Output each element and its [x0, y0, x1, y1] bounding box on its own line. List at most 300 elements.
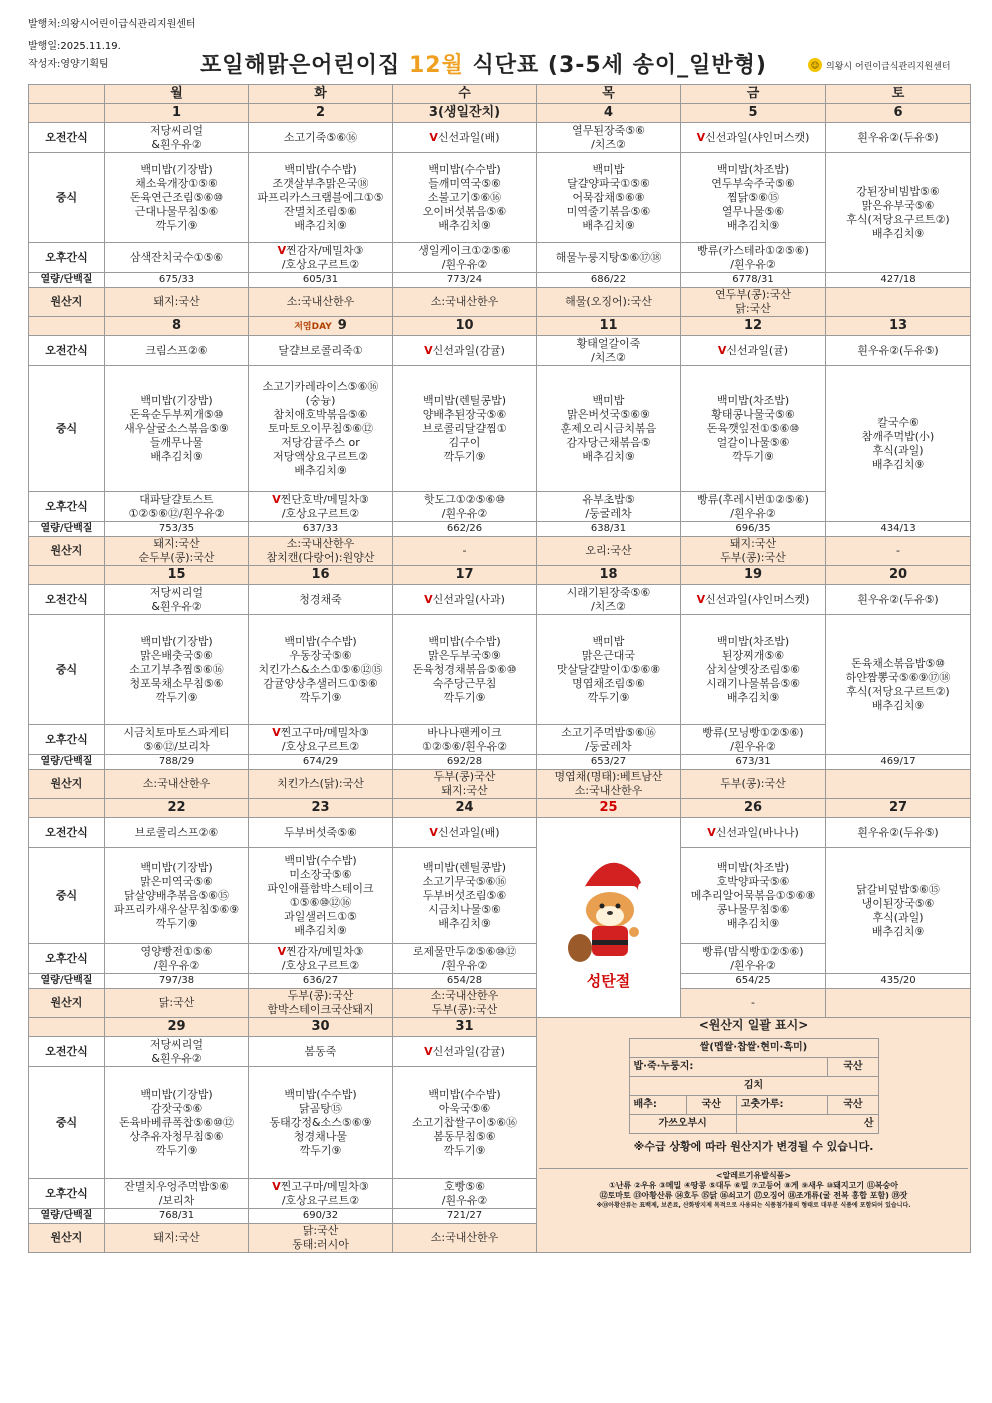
menu-cell-pm	[681, 492, 826, 522]
menu-cell-lunch	[681, 615, 826, 725]
menu-cell-am-text: 크림스프②⑥	[145, 343, 208, 357]
date-cell	[393, 317, 537, 336]
row-label-lunch: 중식	[29, 366, 105, 492]
menu-cell-pm-text: 시금치토마토스파게티 ⑤⑥⑫/보리차	[123, 725, 230, 753]
menu-cell-orig	[105, 288, 249, 317]
menu-cell-am-text: V신선과일(귤)	[717, 343, 789, 357]
menu-cell-lunch-text: 강된장비빔밥⑤⑥ 맑은유부국⑤⑥ 후식(저당요구르트②) 배추김치⑨	[846, 184, 950, 240]
menu-cell-orig	[681, 288, 826, 317]
menu-cell-pm	[249, 1179, 393, 1209]
menu-cell-lunch-text: 백미밥(렌틸콩밥) 소고기무국⑤⑥⑯ 두부버섯조림⑤⑥ 시금치나물⑤⑥ 배추김치⑨	[422, 860, 507, 930]
row-cal	[29, 522, 971, 537]
menu-cell-cal	[249, 522, 393, 537]
menu-cell-am-text: 브로콜리스프②⑥	[134, 825, 219, 839]
menu-cell-pm-text: 유부초밥⑤ /둥굴레차	[582, 492, 635, 520]
row-label-cal: 열량/단백질	[29, 273, 105, 288]
menu-cell-am	[681, 818, 826, 848]
fresh-marker: V	[272, 492, 281, 506]
menu-cell-lunch-text: 백미밥(차조밥) 된장찌개⑤⑥ 삼치살옛장조림⑤⑥ 시래기나물볶음⑤⑥ 배추김치⑨	[705, 634, 801, 704]
menu-cell-cal-text: 605/31	[302, 274, 339, 285]
menu-cell-lunch-text: 소고기카레라이스⑤⑥⑯ (숭늉) 참치애호박볶음⑤⑥ 토마토오이무침⑤⑥⑫ 저당감귤주스 or 저당액상요구르트② 배추김치⑨	[262, 379, 379, 477]
date-text: 20	[888, 567, 908, 582]
menu-cell-orig	[105, 1224, 249, 1253]
header-corner	[29, 85, 105, 104]
menu-cell-cal-text: 753/35	[158, 523, 195, 534]
date-cell	[105, 566, 249, 585]
row-label-pm: 오후간식	[29, 944, 105, 974]
menu-cell-cal	[249, 1209, 393, 1224]
menu-cell-pm-text: 생일케이크①②⑤⑥ /흰우유②	[418, 243, 511, 271]
menu-cell-pm	[249, 243, 393, 273]
row-cal	[29, 273, 971, 288]
menu-cell-pm	[249, 725, 393, 755]
menu-cell-orig-text: 돼지:국산 순두부(콩):국산	[138, 537, 215, 564]
santa-squirrel-icon	[564, 848, 654, 968]
menu-cell-am-text: V신선과일(바나나)	[707, 825, 799, 839]
fresh-marker: V	[424, 592, 433, 606]
menu-cell-orig-text: 두부(콩):국산	[720, 777, 786, 790]
menu-cell-orig-text: 소:국내산한우	[286, 295, 355, 308]
menu-cell-orig-text: 돼지:국산 두부(콩):국산	[720, 537, 786, 564]
menu-cell-pm-text: V찐고구마/메밀차③ /호상요구르트②	[272, 1179, 369, 1207]
date-row	[29, 104, 971, 123]
menu-cell-orig-text: -	[896, 544, 900, 557]
menu-cell-orig	[826, 288, 971, 317]
row-label-am: 오전간식	[29, 1037, 105, 1067]
date-corner	[29, 1018, 105, 1037]
date-text: 17	[455, 567, 474, 582]
menu-cell-cal-text: 690/32	[302, 1210, 339, 1221]
menu-cell-lunch	[393, 848, 537, 944]
menu-cell-orig	[249, 770, 393, 799]
cabbage-label: 배추:	[629, 1096, 686, 1115]
date-text: 13	[888, 318, 908, 333]
menu-cell-pm	[393, 944, 537, 974]
menu-cell-am-text: 저당씨리얼 &흰우유②	[149, 123, 204, 151]
menu-cell-am	[249, 818, 393, 848]
menu-cell-lunch	[249, 153, 393, 243]
bonito-value: 산	[736, 1115, 878, 1134]
menu-cell-am-text: 흰우유②(두유⑤)	[857, 825, 939, 839]
menu-cell-cal-text: 788/29	[158, 756, 195, 767]
date-text: 23	[311, 800, 330, 815]
fresh-marker: V	[277, 944, 287, 958]
menu-cell-cal-text: 721/27	[446, 1210, 483, 1221]
date-cell	[681, 566, 826, 585]
weekday-header-row	[29, 85, 971, 104]
menu-cell-pm-text: 해물누룽지탕⑤⑥⑰⑱	[555, 250, 662, 264]
menu-cell-cal	[393, 522, 537, 537]
menu-cell-cal-text: 686/22	[590, 274, 627, 285]
menu-cell-am	[681, 585, 826, 615]
menu-cell-cal	[105, 755, 249, 770]
menu-cell-pm-text: 삼색잔치국수①⑤⑥	[129, 250, 224, 264]
weekday-header: 목	[537, 85, 681, 104]
smiley-icon: ☺	[808, 58, 822, 72]
origin-change-note: ※수급 상황에 따라 원산지가 변경될 수 있습니다.	[633, 1140, 874, 1153]
menu-cell-orig	[393, 288, 537, 317]
fresh-marker: V	[424, 343, 433, 357]
menu-cell-pm	[105, 944, 249, 974]
date-text: 22	[167, 800, 186, 815]
menu-cell-lunch	[393, 1067, 537, 1179]
weekday-header: 금	[681, 85, 826, 104]
menu-cell-orig	[681, 537, 826, 566]
date-text: 15	[167, 567, 186, 582]
menu-cell-pm	[249, 492, 393, 522]
menu-cell-am-text: 황태얼갈이죽 /치즈②	[576, 336, 641, 364]
pepper-label: 고춧가루:	[736, 1096, 827, 1115]
fresh-marker: V	[272, 1179, 281, 1193]
date-corner	[29, 104, 105, 123]
row-label-pm: 오후간식	[29, 725, 105, 755]
menu-cell-lunch	[393, 366, 537, 492]
fresh-marker: V	[424, 1044, 433, 1058]
menu-cell-am-text: 흰우유②(두유⑤)	[857, 343, 939, 357]
allergy-note: ※⑬아황산류는 표백제, 보존료, 산화방지제 목적으로 사용되는 식품첨가물의 형태로 대부분 식품에 포함되어 있습니다.	[596, 1202, 911, 1209]
menu-cell-am	[826, 818, 971, 848]
menu-cell-orig	[537, 537, 681, 566]
menu-cell-cal	[826, 974, 971, 989]
menu-cell-pm	[105, 725, 249, 755]
menu-cell-orig	[826, 537, 971, 566]
menu-cell-pm-text: V찐감자/메밀차③ /호상요구르트②	[277, 243, 364, 271]
menu-cell-cal	[826, 273, 971, 288]
date-text: 19	[743, 567, 763, 582]
menu-cell-lunch	[826, 153, 971, 273]
fresh-marker: V	[272, 725, 281, 739]
weekday-header: 토	[826, 85, 971, 104]
menu-cell-cal	[537, 755, 681, 770]
row-label-am: 오전간식	[29, 123, 105, 153]
menu-cell-orig-text: -	[751, 996, 755, 1009]
menu-cell-lunch-text: 백미밥(수수밥) 조갯살부추맑은국⑱ 파프리카스크램블에그①⑤ 잔멸치조림⑤⑥ 배추김치⑨	[257, 162, 384, 232]
menu-cell-pm-text: 빵류(모닝빵①②⑤⑥) /흰우유②	[702, 725, 804, 753]
row-label-cal: 열량/단백질	[29, 755, 105, 770]
menu-cell-cal	[393, 755, 537, 770]
menu-cell-am-text: V신선과일(배)	[429, 130, 500, 144]
date-cell	[826, 799, 971, 818]
publisher-text: 발행처:의왕시어린이급식관리지원센터	[28, 19, 196, 30]
menu-cell-pm-text: 빵류(후레시번①②⑤⑥) /흰우유②	[697, 492, 809, 520]
row-orig	[29, 537, 971, 566]
menu-cell-am-text: V신선과일(샤인머스캣)	[696, 130, 810, 144]
menu-cell-orig	[393, 770, 537, 799]
date-cell	[393, 799, 537, 818]
menu-cell-pm-text: 영양빵전①⑤⑥ /흰우유②	[140, 944, 213, 972]
date-text: 3(생일잔치)	[428, 105, 501, 120]
row-orig	[29, 770, 971, 799]
menu-cell-orig-text: 연두부(콩):국산 닭:국산	[714, 288, 792, 315]
menu-cell-am-text: V신선과일(감귤)	[424, 1044, 505, 1058]
menu-cell-lunch-text: 닭갈비덮밥⑤⑥⑮ 냉이된장국⑤⑥ 후식(과일) 배추김치⑨	[856, 882, 940, 938]
date-cell	[105, 799, 249, 818]
row-am	[29, 336, 971, 366]
menu-cell-orig	[393, 537, 537, 566]
menu-cell-cal	[393, 1209, 537, 1224]
menu-cell-lunch	[826, 848, 971, 974]
date-cell	[826, 104, 971, 123]
menu-cell-am	[681, 336, 826, 366]
menu-cell-orig-text: 두부(콩):국산 함박스테이크국산돼지	[267, 989, 374, 1016]
weekday-header: 수	[393, 85, 537, 104]
date-text: 12	[743, 318, 763, 333]
menu-cell-orig	[249, 1224, 393, 1253]
menu-cell-am	[537, 336, 681, 366]
menu-cell-am	[393, 585, 537, 615]
menu-cell-lunch-text: 백미밥(렌틸콩밥) 양배추된장국⑤⑥ 브로콜리달걀찜① 김구이 깍두기⑨	[422, 393, 507, 463]
fresh-marker: V	[429, 825, 438, 839]
menu-cell-lunch-text: 백미밥(기장밥) 돈육순두부찌개⑤⑩ 새우살굴소스볶음⑤⑨ 들깨무나물 배추김치⑨	[124, 393, 229, 463]
menu-cell-cal	[681, 273, 826, 288]
menu-cell-lunch	[105, 848, 249, 944]
menu-cell-pm-text: V찐단호박/메밀차③ /호상요구르트②	[272, 492, 369, 520]
menu-cell-pm	[249, 944, 393, 974]
menu-cell-cal-text: 797/38	[158, 975, 195, 986]
menu-cell-pm-text: 빵류(카스테라①②⑤⑥) /흰우유②	[697, 243, 809, 271]
menu-cell-orig	[249, 989, 393, 1018]
date-text: 10	[455, 318, 474, 333]
menu-cell-lunch	[393, 153, 537, 243]
row-lunch	[29, 848, 971, 944]
menu-cell-orig	[393, 1224, 537, 1253]
date-row	[29, 317, 971, 336]
row-label-pm: 오후간식	[29, 492, 105, 522]
menu-cell-lunch-text: 백미밥 달걀양파국①⑤⑥ 어묵잡채⑤⑥⑧ 미역줄기볶음⑤⑥ 배추김치⑨	[566, 162, 651, 232]
date-text: 27	[888, 800, 908, 815]
menu-cell-orig-text: 치킨가스(닭):국산	[277, 777, 364, 790]
menu-cell-pm	[537, 243, 681, 273]
date-text: 29	[167, 1019, 186, 1034]
menu-cell-cal	[393, 273, 537, 288]
row-label-orig: 원산지	[29, 989, 105, 1018]
menu-cell-am	[105, 336, 249, 366]
date-text: 18	[599, 567, 618, 582]
date-cell	[249, 566, 393, 585]
row-label-cal: 열량/단백질	[29, 522, 105, 537]
menu-cell-am-text: V신선과일(샤인머스켓)	[696, 592, 810, 606]
menu-cell-orig	[249, 537, 393, 566]
menu-cell-cal-text: 673/31	[735, 756, 771, 767]
menu-cell-am	[681, 123, 826, 153]
date-text: 24	[455, 800, 474, 815]
date-text: 9	[337, 317, 347, 333]
menu-cell-lunch-text: 백미밥(수수밥) 닭곰탕⑮ 동태강정&소스⑤⑥⑨ 청경채나물 깍두기⑨	[269, 1087, 372, 1157]
menu-cell-cal-text: 773/24	[446, 274, 483, 285]
menu-cell-lunch	[105, 366, 249, 492]
menu-cell-orig	[249, 288, 393, 317]
menu-cell-lunch	[826, 615, 971, 755]
row-lunch	[29, 153, 971, 243]
row-lunch	[29, 366, 971, 492]
menu-cell-orig-text: 돼지:국산	[153, 1231, 200, 1244]
rice-header: 쌀(멥쌀·찹쌀·현미·흑미)	[629, 1039, 878, 1058]
menu-cell-cal-text: 674/29	[302, 756, 339, 767]
menu-cell-am-text: 흰우유②(두유⑤)	[857, 592, 939, 606]
date-text: 2	[315, 105, 326, 120]
row-am	[29, 123, 971, 153]
menu-cell-orig-text: 소:국내산한우 참치캔(다랑어):원양산	[266, 537, 375, 564]
weekday-header: 월	[105, 85, 249, 104]
low-salt-day-badge: 저염DAY	[294, 321, 332, 332]
menu-cell-orig-text: 닭:국산	[158, 996, 195, 1009]
menu-cell-am-text: V신선과일(배)	[429, 825, 500, 839]
fresh-marker: V	[277, 243, 287, 257]
menu-table	[28, 84, 971, 1253]
menu-cell-orig	[826, 770, 971, 799]
menu-cell-lunch-text: 칼국수⑥ 참깨주먹밥(小) 후식(과일) 배추김치⑨	[861, 415, 935, 471]
origin-allergy-panel	[537, 1018, 971, 1253]
pepper-value: 국산	[828, 1096, 878, 1115]
menu-cell-cal	[105, 522, 249, 537]
date-cell	[537, 317, 681, 336]
menu-cell-am	[249, 1037, 393, 1067]
date-text: 11	[599, 318, 618, 333]
row-label-lunch: 중식	[29, 848, 105, 944]
row-cal	[29, 755, 971, 770]
menu-cell-lunch	[681, 153, 826, 243]
fresh-marker: V	[429, 130, 438, 144]
menu-cell-lunch-text: 백미밥(수수밥) 맑은두부국⑤⑨ 돈육청경채볶음⑤⑥⑩ 숙주당근무침 깍두기⑨	[412, 634, 517, 704]
menu-cell-orig-text: 닭:국산 동태:러시아	[292, 1224, 349, 1251]
row-label-lunch: 중식	[29, 615, 105, 725]
menu-cell-lunch-text: 백미밥(수수밥) 우동장국⑤⑥ 치킨가스&소스①⑤⑥⑫⑮ 감귤양상추샐러드①⑤⑥ 깍두기⑨	[258, 634, 383, 704]
date-row	[29, 566, 971, 585]
date-row	[29, 799, 971, 818]
menu-cell-am-text: 봄동죽	[304, 1044, 337, 1058]
menu-cell-cal-text: 662/26	[446, 523, 483, 534]
menu-cell-cal	[537, 273, 681, 288]
menu-cell-pm-text: 소고기주먹밥⑤⑥⑯ /둥굴레차	[561, 725, 656, 753]
center-logo	[808, 58, 951, 72]
menu-cell-am	[393, 336, 537, 366]
menu-cell-lunch-text: 백미밥(기장밥) 감잣국⑤⑥ 돈육바베큐폭찹⑤⑥⑩⑫ 상추유자청무침⑤⑥ 깍두기⑨	[119, 1087, 234, 1157]
date-cell	[537, 566, 681, 585]
date-cell	[249, 1018, 393, 1037]
menu-cell-orig-text: 해물(오징어):국산	[565, 295, 652, 308]
menu-cell-pm-text: V찐고구마/메밀차③ /호상요구르트②	[272, 725, 369, 753]
menu-cell-cal-text: 696/35	[735, 523, 771, 534]
menu-cell-am-text: V신선과일(사과)	[424, 592, 505, 606]
allergy-line: ⑫토마토 ⑬아황산류 ⑭호두 ⑮닭 ⑯쇠고기 ⑰오징어 ⑱조개류(굴 전복 홍합 포함) ⑲잣	[599, 1191, 908, 1200]
menu-cell-am-text: V신선과일(감귤)	[424, 343, 505, 357]
menu-cell-orig-text: 돼지:국산	[153, 295, 200, 308]
menu-cell-orig	[681, 770, 826, 799]
row-am	[29, 585, 971, 615]
row-label-am: 오전간식	[29, 336, 105, 366]
menu-cell-orig-text: 소:국내산한우	[430, 1231, 499, 1244]
menu-cell-lunch	[249, 615, 393, 725]
date-cell	[681, 799, 826, 818]
menu-cell-pm	[681, 944, 826, 974]
menu-cell-cal-text: 636/27	[302, 975, 339, 986]
menu-cell-pm	[537, 492, 681, 522]
menu-cell-orig-text: 오리:국산	[585, 544, 632, 557]
menu-cell-pm	[537, 725, 681, 755]
menu-cell-pm	[393, 1179, 537, 1209]
menu-cell-pm-text: 로제물만두②⑤⑥⑩⑫ /흰우유②	[412, 944, 517, 972]
menu-cell-cal-text: 654/28	[446, 975, 483, 986]
menu-cell-cal	[826, 522, 971, 537]
menu-cell-lunch	[249, 848, 393, 944]
menu-cell-orig-text: 명엽채(명태):베트남산 소:국내산한우	[554, 770, 663, 797]
menu-cell-lunch-text: 돈육채소볶음밥⑤⑩ 하얀짬뽕국⑤⑥⑨⑰⑱ 후식(저당요구르트②) 배추김치⑨	[845, 656, 951, 712]
menu-cell-lunch	[105, 153, 249, 243]
menu-cell-lunch	[537, 366, 681, 492]
menu-cell-orig-text: 소:국내산한우	[142, 777, 211, 790]
row-label-orig: 원산지	[29, 288, 105, 317]
menu-cell-lunch	[393, 615, 537, 725]
date-cell	[681, 104, 826, 123]
menu-cell-am	[826, 585, 971, 615]
row-lunch	[29, 615, 971, 725]
menu-cell-lunch	[105, 615, 249, 725]
menu-cell-am-text: 흰우유②(두유⑤)	[857, 130, 939, 144]
date-cell	[537, 799, 681, 818]
title-month: 12월	[408, 53, 464, 78]
date-cell	[105, 317, 249, 336]
fresh-marker: V	[696, 130, 706, 144]
menu-cell-cal	[105, 273, 249, 288]
menu-cell-orig-text: -	[462, 544, 467, 557]
menu-cell-pm	[393, 725, 537, 755]
empty-cell	[826, 989, 971, 1018]
menu-cell-lunch	[537, 153, 681, 243]
menu-cell-orig	[537, 288, 681, 317]
menu-cell-lunch-text: 백미밥(수수밥) 아욱국⑤⑥ 소고기찹쌀구이⑤⑥⑯ 봄동무침⑤⑥ 깍두기⑨	[411, 1087, 518, 1157]
date-text: 1	[171, 105, 182, 120]
row-orig	[29, 288, 971, 317]
menu-cell-cal	[105, 1209, 249, 1224]
menu-cell-cal-text: 692/28	[446, 756, 483, 767]
kimchi-header: 김치	[629, 1077, 878, 1096]
date-text: 26	[743, 800, 763, 815]
menu-cell-lunch-text: 백미밥(기장밥) 맑은배춧국⑤⑥ 소고기부추찜⑤⑥⑯ 청포묵채소무침⑤⑥ 깍두기⑨	[129, 634, 224, 704]
menu-cell-pm-text: 대파달걀토스트 ①②⑤⑥⑫/흰우유②	[128, 492, 225, 520]
menu-cell-am-text: 저당씨리얼 &흰우유②	[149, 585, 204, 613]
menu-cell-orig-text: 소:국내산한우 두부(콩):국산	[430, 989, 499, 1016]
menu-cell-pm-text: V찐감자/메밀차③ /호상요구르트②	[277, 944, 364, 972]
date-corner	[29, 799, 105, 818]
menu-cell-cal-text: 675/33	[158, 274, 195, 285]
menu-cell-cal	[681, 755, 826, 770]
menu-cell-cal-text: 638/31	[590, 523, 627, 534]
cabbage-value: 국산	[686, 1096, 736, 1115]
christmas-cell	[537, 818, 681, 1018]
bonito-label: 가쓰오부시	[629, 1115, 736, 1134]
menu-cell-am-text: 저당씨리얼 &흰우유②	[149, 1037, 204, 1065]
menu-cell-lunch-text: 백미밥(기장밥) 맑은미역국⑤⑥ 닭살양배추볶음⑤⑥⑮ 파프리카새우살무침⑤⑥⑨ 깍두기⑨	[113, 860, 240, 930]
menu-cell-pm	[105, 492, 249, 522]
date-cell	[249, 104, 393, 123]
menu-cell-pm	[681, 243, 826, 273]
menu-cell-lunch	[681, 848, 826, 944]
menu-cell-am	[249, 585, 393, 615]
menu-cell-am-text: 청경채죽	[299, 592, 342, 606]
menu-cell-lunch	[249, 366, 393, 492]
menu-cell-am	[393, 1037, 537, 1067]
date-text: 25	[599, 800, 618, 815]
weekday-header: 화	[249, 85, 393, 104]
row-label-am: 오전간식	[29, 585, 105, 615]
row-orig	[29, 989, 971, 1018]
row-am	[29, 818, 971, 848]
date-corner	[29, 317, 105, 336]
menu-cell-pm-text: 바나나팬케이크 ①②⑤⑥/흰우유②	[422, 725, 507, 753]
date-cell	[826, 566, 971, 585]
christmas-label: 성탄절	[586, 971, 631, 990]
menu-cell-am	[537, 585, 681, 615]
